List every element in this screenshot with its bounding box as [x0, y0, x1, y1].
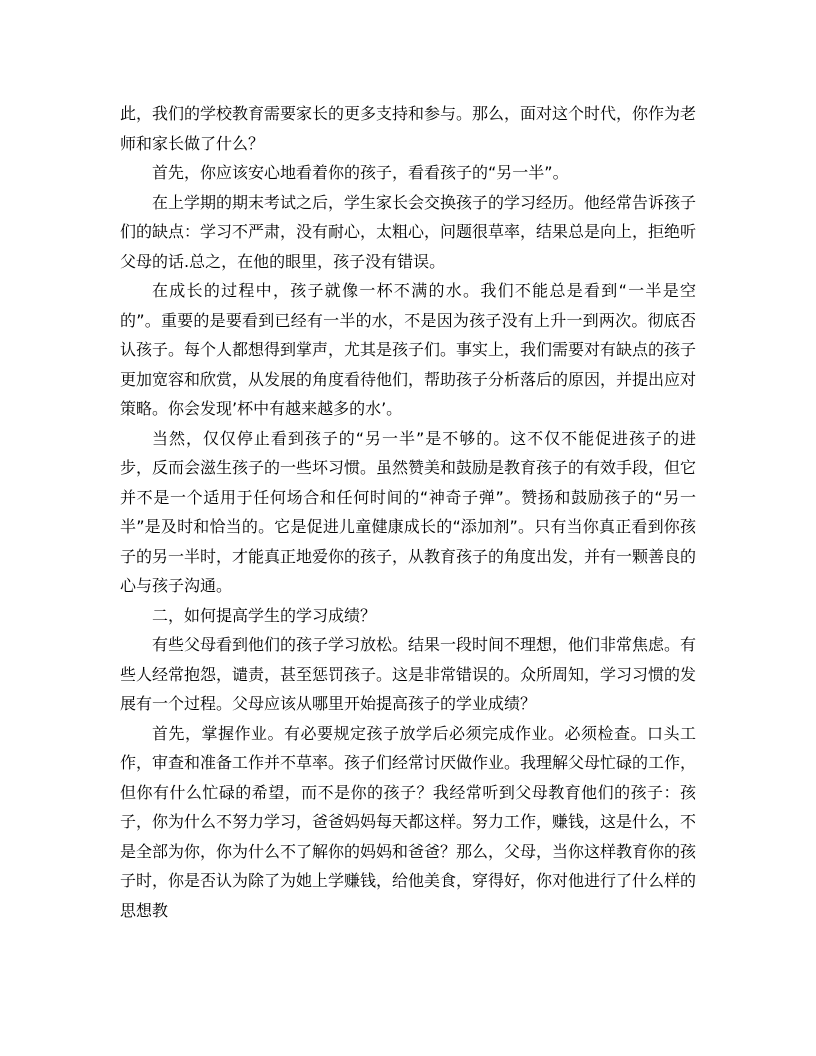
paragraph-4: 在成长的过程中，孩子就像一杯不满的水。我们不能总是看到“一半是空的”。重要的是要看到已经有一半的水，不是因为孩子没有上升一到两次。彻底否认孩子。每个人都想得到掌声，尤其是孩子们。事实上，我们需要对有缺点的孩子更加宽容和欣赏，从发展的角度看待他们，帮助孩子分析落后的原因，并提出应对策略。你会发现’杯中有越来越多的水’。 [120, 281, 697, 418]
paragraph-1: 此，我们的学校教育需要家长的更多支持和参与。那么，面对这个时代，你作为老师和家长做了什么？ [120, 104, 697, 153]
paragraph-8: 首先，掌握作业。有必要规定孩子放学后必须完成作业。必须检查。口头工作，审查和准备工作并不草率。孩子们经常讨厌做作业。我理解父母忙碌的工作，但你有什么忙碌的希望，而不是你的孩子？我经常听到父母教育他们的孩子：孩子，你为什么不努力学习，爸爸妈妈每天都这样。努力工作，赚钱，这是什么，不是全部为你，你为什么不了解你的妈妈和爸爸？那么，父母，当你这样教育你的孩子时，你是否认为除了为她上学赚钱，给他美食，穿得好，你对他进行了什么样的思想教 [120, 723, 697, 920]
section-heading: 二，如何提高学生的学习成绩？ [152, 605, 377, 625]
paragraph-5: 当然，仅仅停止看到孩子的“另一半”是不够的。这不仅不能促进孩子的进步，反而会滋生孩子的一些坏习惯。虽然赞美和鼓励是教育孩子的有效手段，但它并不是一个适用于任何场合和任何时间的“神奇子弹”。赞扬和鼓励孩子的“另一半”是及时和恰当的。它是促进儿童健康成长的“添加剂”。只有当你真正看到你孩子的另一半时，才能真正地爱你的孩子，从教育孩子的角度出发，并有一颗善良的心与孩子沟通。 [120, 428, 697, 595]
document-page [120, 99, 696, 925]
paragraph-7: 有些父母看到他们的孩子学习放松。结果一段时间不理想，他们非常焦虑。有些人经常抱怨，谴责，甚至惩罚孩子。这是非常错误的。众所周知，学习习惯的发展有一个过程。父母应该从哪里开始提高孩子的学业成绩？ [120, 635, 697, 713]
paragraph-3: 在上学期的期末考试之后，学生家长会交换孩子的学习经历。他经常告诉孩子们的缺点：学习不严肃，没有耐心，太粗心，问题很草率，结果总是向上，拒绝听父母的话.总之，在他的眼里，孩子没有错误。 [120, 192, 697, 271]
paragraph-2: 首先，你应该安心地看着你的孩子，看看孩子的“另一半”。 [152, 163, 569, 182]
